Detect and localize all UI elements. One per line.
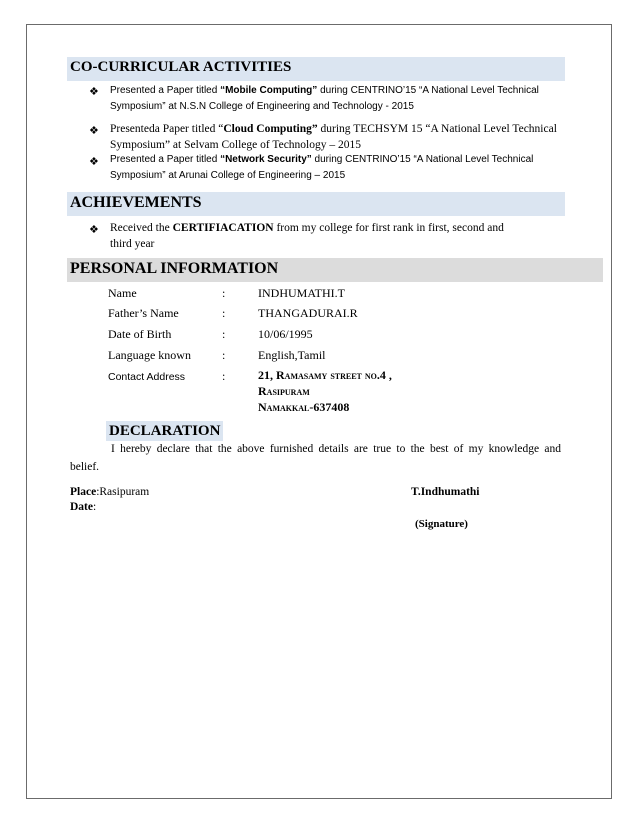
dob-value: 10/06/1995 [258,327,313,341]
father-name-value: THANGADURAI.R [258,306,358,320]
item-text: Presenteda Paper titled “ [110,123,224,135]
name-colon: : [222,286,226,300]
diamond-bullet-icon: ❖ [89,224,99,236]
item-text: during CENTRINO’15 “A National Level Technical [311,154,534,165]
date-row [70,501,96,513]
signature-label: (Signature) [415,518,468,530]
contact-address-line3: Namakkal-637408 [258,400,350,414]
dob-label: Date of Birth [108,327,172,341]
co-curricular-item-1 [110,83,570,115]
diamond-bullet-icon: ❖ [89,156,99,168]
item-text: during CENTRINO’15 “A National Level Technical [317,85,539,96]
achievements-heading-band [67,192,565,216]
place-value: :Rasipuram [96,486,150,498]
item-text: during TECHSYM 15 “A National Level Technical [317,123,557,135]
diamond-bullet-icon: ❖ [89,86,99,98]
declaration-text-line1: I hereby declare that the above furnished details are true to the best of my knowledge and [111,443,561,455]
co-curricular-item-2 [110,121,570,153]
item-text-line2: Symposium” at Arunai College of Engineering – 2015 [110,170,346,181]
personal-heading: PERSONAL INFORMATION [70,260,279,277]
contact-address-label: Contact Address [108,371,186,383]
item-text: Presented a Paper titled [110,154,221,165]
achievements-item [110,220,538,252]
personal-heading-band [67,258,603,282]
co-curricular-item-3 [110,152,570,184]
achievements-heading: ACHIEVEMENTS [70,194,202,211]
dob-colon: : [222,327,226,341]
father-name-label: Father’s Name [108,306,179,320]
item-paper-title: “Mobile Computing” [220,85,318,96]
co-curricular-heading-band [67,57,565,81]
item-paper-title: Cloud Computing” [223,123,318,135]
date-value: : [93,501,97,513]
item-text-line2: Symposium” at Selvam College of Technology – 2015 [110,139,361,151]
declaration-text-line2: belief. [70,461,100,473]
signer-name: T.Indhumathi [411,486,480,498]
item-text-line2: Symposium” at N.S.N College of Engineering and Technology - 2015 [110,101,414,112]
father-name-colon: : [222,306,226,320]
contact-address-line1: 21, Ramasamy street no.4 , [258,368,392,382]
language-value: English,Tamil [258,348,326,362]
place-row [70,486,149,498]
item-paper-title: “Network Security” [220,154,312,165]
date-label: Date [70,501,93,513]
item-text: Received the [110,222,173,234]
language-label: Language known [108,348,191,362]
name-label: Name [108,286,137,300]
item-text: from my college for first rank in first, second and [273,222,504,234]
contact-address-line2: Rasipuram [258,384,310,398]
item-text: Presented a Paper titled [110,85,221,96]
place-label: Place [70,486,97,498]
item-text-line2: third year [110,238,155,250]
declaration-heading: DECLARATION [109,423,221,439]
diamond-bullet-icon: ❖ [89,125,99,137]
declaration-heading-band [106,421,223,441]
certification-text: CERTIFIACATION [172,222,274,234]
co-curricular-heading: CO-CURRICULAR ACTIVITIES [70,59,292,75]
contact-address-colon: : [222,369,226,383]
name-value: INDHUMATHI.T [258,286,345,300]
language-colon: : [222,348,226,362]
